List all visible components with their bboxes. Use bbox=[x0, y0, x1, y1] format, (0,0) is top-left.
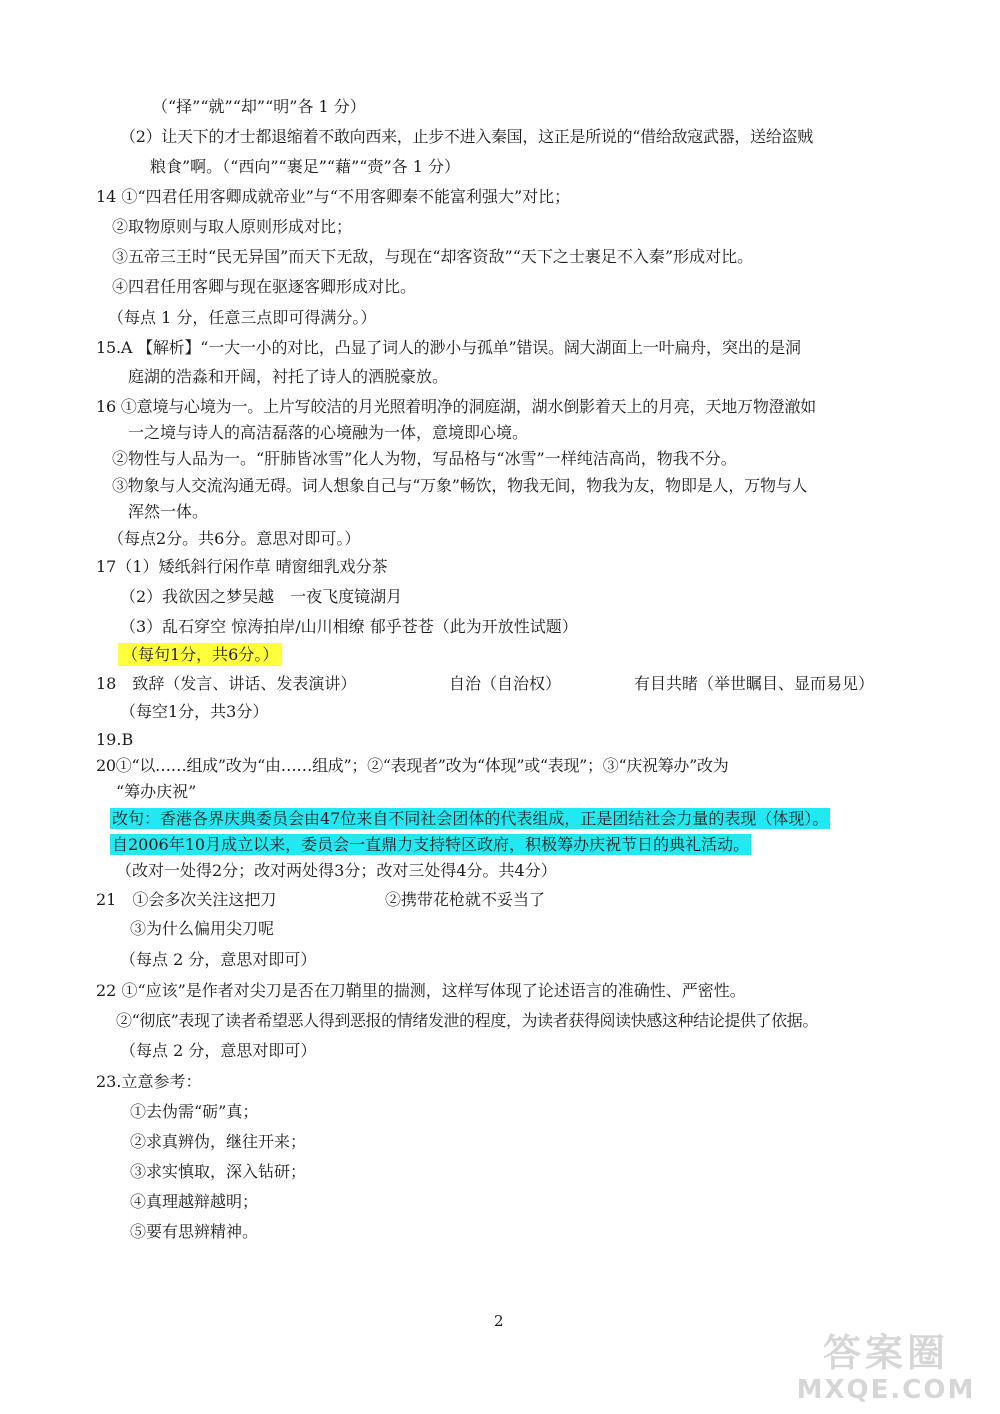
line-15: 15.A 【解析】“一大一小的对比，凸显了词人的渺小与孤单”错误。阔大湖面上一叶扁舟，突出的是洞 bbox=[96, 338, 801, 357]
line-18-b: 自治（自治权） bbox=[449, 674, 562, 693]
line-23-2: ②求真辨伪，继往开来； bbox=[130, 1132, 307, 1151]
line-20-revised-2 bbox=[110, 834, 751, 856]
line-21-3: ③为什么偏用尖刀呢 bbox=[130, 919, 275, 938]
line-20-revised-1 bbox=[110, 808, 830, 830]
line-13-2-cont: 粮食”啊。（“西向”“裹足”“藉”“赍”各 1 分） bbox=[150, 157, 460, 176]
line-18-a: 18 致辞（发言、讲话、发表演讲） bbox=[96, 674, 357, 693]
line-16-1: 16 ①意境与心境为一。上片写皎洁的月光照着明净的洞庭湖，湖水倒影着天上的月亮，天地万物澄澈如 bbox=[96, 397, 817, 416]
line-23-5: ⑤要有思辨精神。 bbox=[130, 1222, 259, 1241]
line-14-2: ②取物原则与取人原则形成对比； bbox=[112, 217, 353, 236]
line-16-2: ②物性与人品为一。“肝肺皆冰雪”化人为物，写品格与“冰雪”一样纯洁高尚，物我不分。 bbox=[112, 449, 737, 468]
line-18-c: 有目共睹（举世瞩目、显而易见） bbox=[634, 674, 875, 693]
line-18-score: （每空1分，共3分） bbox=[120, 702, 269, 721]
line-14-3: ③五帝三王时“民无异国”而天下无敌，与现在“却客资敌”“天下之士裹足不入秦”形成对比。 bbox=[112, 247, 754, 266]
line-22-score: （每点 2 分，意思对即可） bbox=[120, 1041, 317, 1060]
line-16-3: ③物象与人交流沟通无碍。词人想象自己与“万象”畅饮，物我无间，物我为友，物即是人，万物与人 bbox=[112, 476, 808, 495]
watermark-main: 答案圈 bbox=[822, 1331, 949, 1375]
line-17-1: 17（1）矮纸斜行闲作草 晴窗细乳戏分茶 bbox=[96, 557, 388, 576]
line-13-2: （2）让天下的才士都退缩着不敢向西来，止步不进入秦国，这正是所说的“借给敌寇武器，送给盗贼 bbox=[120, 127, 813, 146]
line-23-heading: 23.立意参考： bbox=[96, 1072, 202, 1091]
line-15-cont: 庭湖的浩淼和开阔，衬托了诗人的洒脱豪放。 bbox=[128, 367, 449, 386]
line-17-3: （3）乱石穿空 惊涛拍岸/山川相缭 郁乎苍苍（此为开放性试题） bbox=[120, 617, 578, 636]
line-20-score: （改对一处得2分；改对两处得3分；改对三处得4分。共4分） bbox=[116, 861, 557, 880]
line-19: 19.B bbox=[96, 730, 134, 749]
page-number: 2 bbox=[494, 1312, 504, 1330]
line-14-1: 14 ①“四君任用客卿成就帝业”与“不用客卿秦不能富利强大”对比； bbox=[96, 187, 571, 206]
line-21-score: （每点 2 分，意思对即可） bbox=[120, 950, 317, 969]
line-21-2: ②携带花枪就不妥当了 bbox=[385, 890, 546, 909]
line-14-4: ④四君任用客卿与现在驱逐客卿形成对比。 bbox=[112, 277, 417, 296]
line-13-1-score: （“择”“就”“却”“明”各 1 分） bbox=[152, 97, 366, 116]
line-16-1-cont: 一之境与诗人的高洁磊落的心境融为一体，意境即心境。 bbox=[128, 423, 529, 442]
line-23-4: ④真理越辩越明； bbox=[130, 1192, 259, 1211]
watermark-logo bbox=[786, 1330, 986, 1410]
watermark-site: MXQE.COM bbox=[796, 1375, 976, 1405]
line-14-score: （每点 1 分，任意三点即可得满分。） bbox=[108, 308, 377, 327]
line-22-1: 22 ①“应该”是作者对尖刀是否在刀鞘里的揣测，这样写体现了论述语言的准确性、严密性。 bbox=[96, 981, 746, 1000]
line-23-1: ①去伪需“砺”真； bbox=[130, 1102, 259, 1121]
line-22-2: ②“彻底”表现了读者希望恶人得到恶报的情绪发泄的程度，为读者获得阅读快感这种结论提供了依据。 bbox=[116, 1011, 818, 1030]
highlight-yellow: （每句1分，共6分。） bbox=[118, 643, 282, 666]
line-17-2: （2）我欲因之梦吴越 一夜飞度镜湖月 bbox=[120, 587, 403, 606]
line-21-1: 21 ①会多次关注这把刀 bbox=[96, 890, 277, 909]
line-16-score: （每点2分。共6分。意思对即可。） bbox=[108, 529, 361, 548]
line-20-1: 20①“以……组成”改为“由……组成”；②“表现者”改为“体现”或“表现”；③“庆祝筹办”改为 bbox=[96, 756, 729, 775]
highlight-cyan-1: 改句：香港各界庆典委员会由47位来自不同社会团体的代表组成，正是团结社会力量的表现（体现）。 bbox=[112, 809, 829, 828]
line-16-3-cont: 浑然一体。 bbox=[128, 502, 209, 521]
line-20-1-cont: “筹办庆祝” bbox=[116, 782, 197, 801]
line-23-3: ③求实慎取，深入钻研； bbox=[130, 1162, 307, 1181]
line-17-score bbox=[118, 644, 282, 666]
highlight-cyan-2: 自2006年10月成立以来，委员会一直鼎力支持特区政府，积极筹办庆祝节日的典礼活动。 bbox=[112, 835, 750, 854]
